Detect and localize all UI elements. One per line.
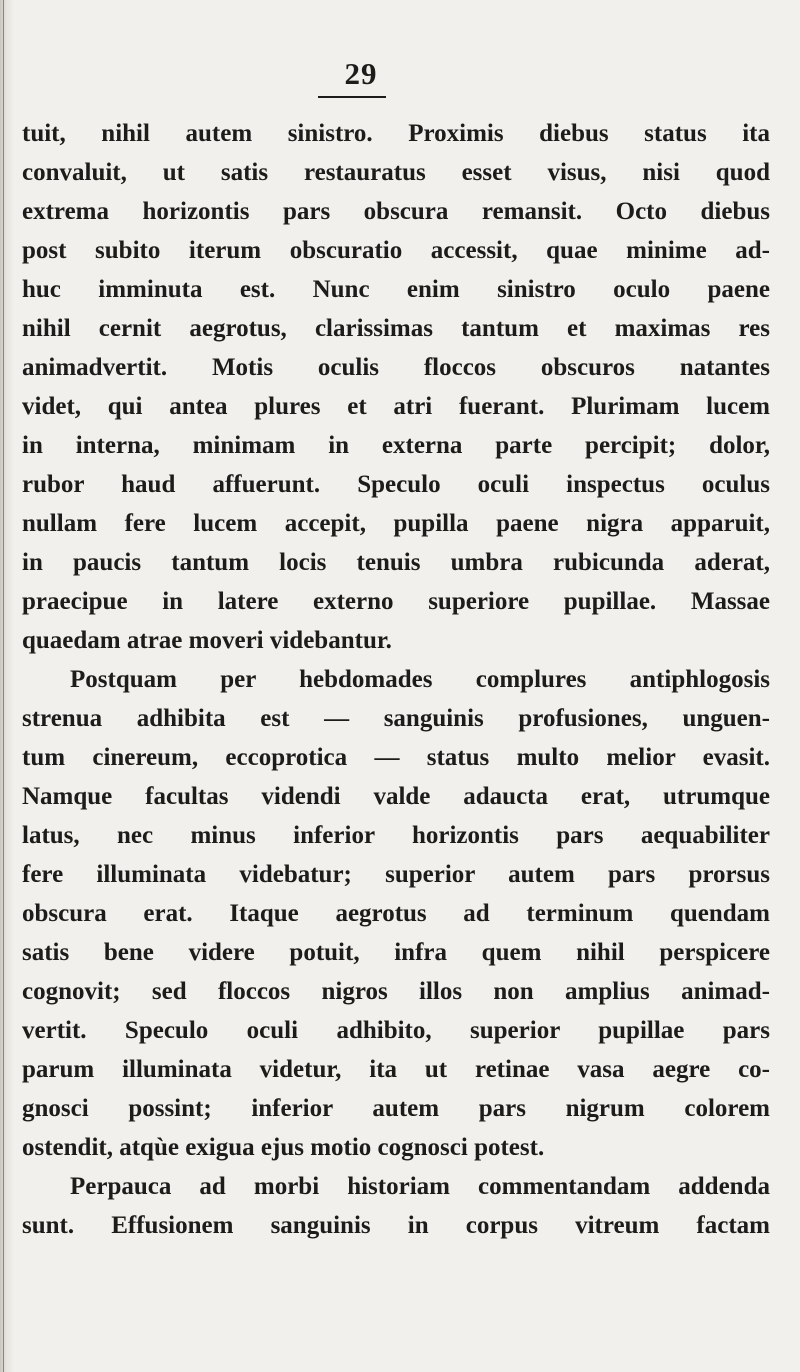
text-line: nullam fere lucem accepit, pupilla paene nigra apparuit, bbox=[22, 510, 770, 537]
paragraph-end-line: quaedam atrae moveri videbantur. bbox=[22, 627, 392, 654]
text-line: strenua adhibita est — sanguinis profusiones, unguen- bbox=[22, 705, 770, 732]
text-line: obscura erat. Itaque aegrotus ad terminum quendam bbox=[22, 900, 770, 927]
text-line: praecipue in latere externo superiore pupillae. Massae bbox=[22, 588, 770, 615]
text-line: extrema horizontis pars obscura remansit. Octo diebus bbox=[22, 198, 770, 225]
page-number: 29 bbox=[344, 56, 378, 91]
text-line: gnosci possint; inferior autem pars nigrum colorem bbox=[22, 1095, 770, 1122]
text-line: fere illuminata videbatur; superior autem pars prorsus bbox=[22, 861, 770, 888]
text-line: huc imminuta est. Nunc enim sinistro oculo paene bbox=[22, 276, 770, 303]
text-line: nihil cernit aegrotus, clarissimas tantum et maximas res bbox=[22, 315, 770, 342]
text-line: vertit. Speculo oculi adhibito, superior pupillae pars bbox=[22, 1017, 770, 1044]
text-line: Namque facultas videndi valde adaucta erat, utrumque bbox=[22, 783, 770, 810]
text-line: in paucis tantum locis tenuis umbra rubicunda aderat, bbox=[22, 549, 770, 576]
text-line: sunt. Effusionem sanguinis in corpus vitreum factam bbox=[22, 1212, 770, 1239]
text-line: cognovit; sed floccos nigros illos non amplius animad- bbox=[22, 978, 770, 1005]
paragraph-start-line: Postquam per hebdomades complures antiphlogosis bbox=[70, 666, 770, 693]
paragraph-end-line: ostendit, atqùe exigua ejus motio cognosci potest. bbox=[22, 1134, 545, 1161]
text-line: videt, qui antea plures et atri fuerant. Plurimam lucem bbox=[22, 393, 770, 420]
text-line: animadvertit. Motis oculis floccos obscuros natantes bbox=[22, 354, 770, 381]
text-line: rubor haud affuerunt. Speculo oculi inspectus oculus bbox=[22, 471, 770, 498]
body-text bbox=[12, 114, 770, 1245]
text-line: latus, nec minus inferior horizontis pars aequabiliter bbox=[22, 822, 770, 849]
text-line: tuit, nihil autem sinistro. Proximis diebus status ita bbox=[22, 120, 770, 147]
paragraph-start-line: Perpauca ad morbi historiam commentandam addenda bbox=[70, 1173, 770, 1200]
text-line: in interna, minimam in externa parte percipit; dolor, bbox=[22, 432, 770, 459]
page-number-rule bbox=[318, 96, 386, 98]
page-binding-edge bbox=[3, 0, 4, 1372]
text-line: satis bene videre potuit, infra quem nihil perspicere bbox=[22, 939, 770, 966]
text-line: convaluit, ut satis restauratus esset visus, nisi quod bbox=[22, 159, 770, 186]
text-line: parum illuminata videtur, ita ut retinae vasa aegre co- bbox=[22, 1056, 770, 1083]
text-line: tum cinereum, eccoprotica — status multo melior evasit. bbox=[22, 744, 770, 771]
text-line: post subito iterum obscuratio accessit, quae minime ad- bbox=[22, 237, 770, 264]
